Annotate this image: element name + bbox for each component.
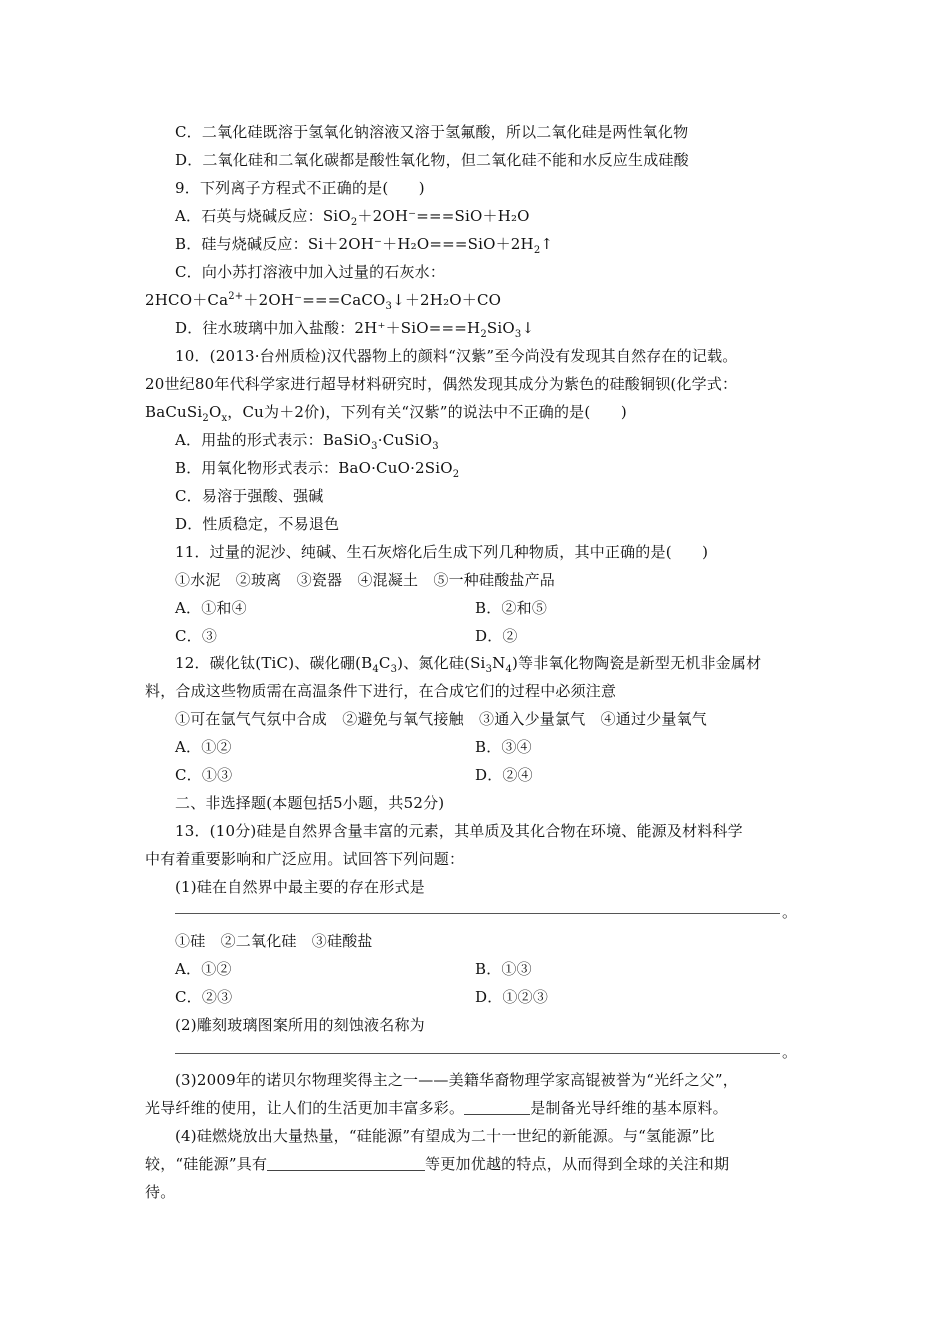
q13-part-1-option-c: C．②③ xyxy=(175,988,233,1006)
q9-option-b-text-2: ↑ xyxy=(540,235,554,253)
q12-line-1 xyxy=(175,653,845,673)
q13-part-2: (2)雕刻玻璃图案所用的刻蚀液名称为 xyxy=(175,1016,425,1034)
q11-option-b: B．②和⑤ xyxy=(475,599,548,617)
q13-part-1-option-d: D．①②③ xyxy=(475,988,549,1006)
q12-text-4: N xyxy=(492,654,506,672)
q13-part-4-line-1: (4)硅燃烧放出大量热量，“硅能源”有望成为二十一世纪的新能源。与“氢能源”比 xyxy=(175,1127,715,1145)
q10-line-3-text: ，Cu为＋2价)，下列有关“汉紫”的说法中不正确的是( ) xyxy=(227,403,627,421)
q13-part-4-text-2: 等更加优越的特点，从而得到全球的关注和期 xyxy=(425,1155,730,1173)
q13-part-4-line-3: 待。 xyxy=(145,1183,176,1201)
subscript: 4 xyxy=(372,664,379,675)
subscript: 3 xyxy=(432,441,439,452)
subscript: x xyxy=(221,413,228,424)
subscript: 2 xyxy=(350,217,358,228)
q13-part-1-items: ①硅 ②二氧化硅 ③硅酸盐 xyxy=(175,932,373,950)
q12-text-2: C xyxy=(378,654,391,672)
q10-line-3 xyxy=(145,402,815,422)
q12-option-a: A．①② xyxy=(175,738,232,756)
subscript: 3 xyxy=(514,329,522,340)
q9-option-d-text: D．往水玻璃中加入盐酸：2H⁺＋SiO===H xyxy=(175,319,481,337)
q13-part-3-text: 光导纤维的使用，让人们的生活更加丰富多彩。 xyxy=(145,1099,465,1117)
q13-part-4-answer-blank[interactable] xyxy=(267,1156,425,1171)
q11-option-c: C．③ xyxy=(175,627,218,645)
q12-option-c: C．①③ xyxy=(175,766,233,784)
q10-option-a xyxy=(175,430,845,450)
q9-option-a-text-2: ＋2OH⁻===SiO＋H₂O xyxy=(357,207,530,225)
eq-text-3: ↓＋2H₂O＋CO xyxy=(392,291,502,309)
q13-part-3-text-2: 是制备光导纤维的基本原料。 xyxy=(530,1099,728,1117)
q10-option-b-text: B．用氧化物形式表示：BaO·CuO·2SiO xyxy=(175,459,453,477)
q9-option-c: C．向小苏打溶液中加入过量的石灰水： xyxy=(175,263,446,281)
q10-line-2: 20世纪80年代科学家进行超导材料研究时，偶然发现其成分为紫色的硅酸铜钡(化学式： xyxy=(145,375,738,393)
q9-option-a-text: A．石英与烧碱反应：SiO xyxy=(175,207,351,225)
q9-stem: 9．下列离子方程式不正确的是( ) xyxy=(175,179,425,197)
q13-part-1-option-a: A．①② xyxy=(175,960,232,978)
q8-option-c: C．二氧化硅既溶于氢氧化钠溶液又溶于氢氟酸，所以二氧化硅是两性氧化物 xyxy=(175,123,689,141)
q10-option-d: D．性质稳定，不易退色 xyxy=(175,515,340,533)
q10-line-1: 10．(2013·台州质检)汉代器物上的颜料“汉紫”至今尚没有发现其自然存在的记载。 xyxy=(175,347,738,365)
q13-part-3-answer-blank[interactable] xyxy=(464,1100,530,1115)
subscript: 3 xyxy=(390,664,398,675)
q13-line-1: 13．(10分)硅是自然界含量丰富的元素，其单质及其化合物在环境、能源及材料科学 xyxy=(175,822,743,840)
subscript: 2 xyxy=(533,245,541,256)
q10-formula-2: O xyxy=(208,403,222,421)
q11-items: ①水泥 ②玻离 ③瓷器 ④混凝土 ⑤一种硅酸盐产品 xyxy=(175,571,556,589)
superscript: 2+ xyxy=(228,291,244,302)
q13-part-3-line-1: (3)2009年的诺贝尔物理奖得主之一——美籍华裔物理学家高锟被誉为“光纤之父”， xyxy=(175,1071,738,1089)
q12-line-2: 料，合成这些物质需在高温条件下进行，在合成它们的过程中必须注意 xyxy=(145,682,617,700)
q10-option-a-text: A．用盐的形式表示：BaSiO xyxy=(175,431,372,449)
q11-option-a: A．①和④ xyxy=(175,599,247,617)
subscript: 2 xyxy=(480,329,487,340)
q11-option-d: D．② xyxy=(475,627,518,645)
subscript: 3 xyxy=(371,441,378,452)
q9-option-d-text-2: SiO xyxy=(486,319,515,337)
q12-text-5: )等非氧化物陶瓷是新型无机非金属材 xyxy=(512,654,762,672)
q11-stem: 11．过量的泥沙、纯碱、生石灰熔化后生成下列几种物质，其中正确的是( ) xyxy=(175,543,709,561)
q10-option-b xyxy=(175,458,845,478)
q13-part-3-line-2 xyxy=(145,1098,815,1118)
subscript: 4 xyxy=(505,664,513,675)
q12-option-d: D．②④ xyxy=(475,766,533,784)
q13-part-2-answer-blank[interactable] xyxy=(175,1053,780,1054)
q13-part-1-answer-blank[interactable] xyxy=(175,913,780,914)
eq-text: 2HCO＋Ca xyxy=(145,291,229,309)
q10-formula: BaCuSi xyxy=(145,403,203,421)
section-heading: 二、非选择题(本题包括5小题，共52分) xyxy=(175,794,445,812)
q13-part-1-option-b: B．①③ xyxy=(475,960,532,978)
q9-option-b xyxy=(175,234,845,254)
q13-line-2: 中有着重要影响和广泛应用。试回答下列问题： xyxy=(145,850,465,868)
q13-part-4-line-2 xyxy=(145,1154,815,1174)
eq-text-2: ＋2OH⁻===CaCO xyxy=(243,291,386,309)
q12-text: 12．碳化钛(TiC)、碳化硼(B xyxy=(175,654,373,672)
q9-option-a xyxy=(175,206,845,226)
q10-option-c: C．易溶于强酸、强碱 xyxy=(175,487,324,505)
q13-part-2-period: 。 xyxy=(782,1043,798,1061)
q12-items: ①可在氩气气氛中合成 ②避免与氧气接触 ③通入少量氯气 ④通过少量氧气 xyxy=(175,710,708,728)
subscript: 2 xyxy=(452,469,460,480)
subscript: 3 xyxy=(385,301,393,312)
q9-option-d xyxy=(175,318,845,338)
subscript: 3 xyxy=(485,664,493,675)
q13-part-1-period: 。 xyxy=(782,903,798,921)
q9-option-d-text-3: ↓ xyxy=(521,319,535,337)
q8-option-d: D．二氧化硅和二氧化碳都是酸性氧化物，但二氧化硅不能和水反应生成硅酸 xyxy=(175,151,689,169)
subscript: 2 xyxy=(202,413,209,424)
q9-option-b-text: B．硅与烧碱反应：Si＋2OH⁻＋H₂O===SiO＋2H xyxy=(175,235,534,253)
q13-part-4-text: 较，“硅能源”具有 xyxy=(145,1155,268,1173)
q10-option-a-text-2: ·CuSiO xyxy=(377,431,433,449)
q13-part-1: (1)硅在自然界中最主要的存在形式是 xyxy=(175,878,425,896)
q12-text-3: )、氮化硅(Si xyxy=(397,654,486,672)
q9-option-c-equation xyxy=(145,290,815,310)
q12-option-b: B．③④ xyxy=(475,738,532,756)
